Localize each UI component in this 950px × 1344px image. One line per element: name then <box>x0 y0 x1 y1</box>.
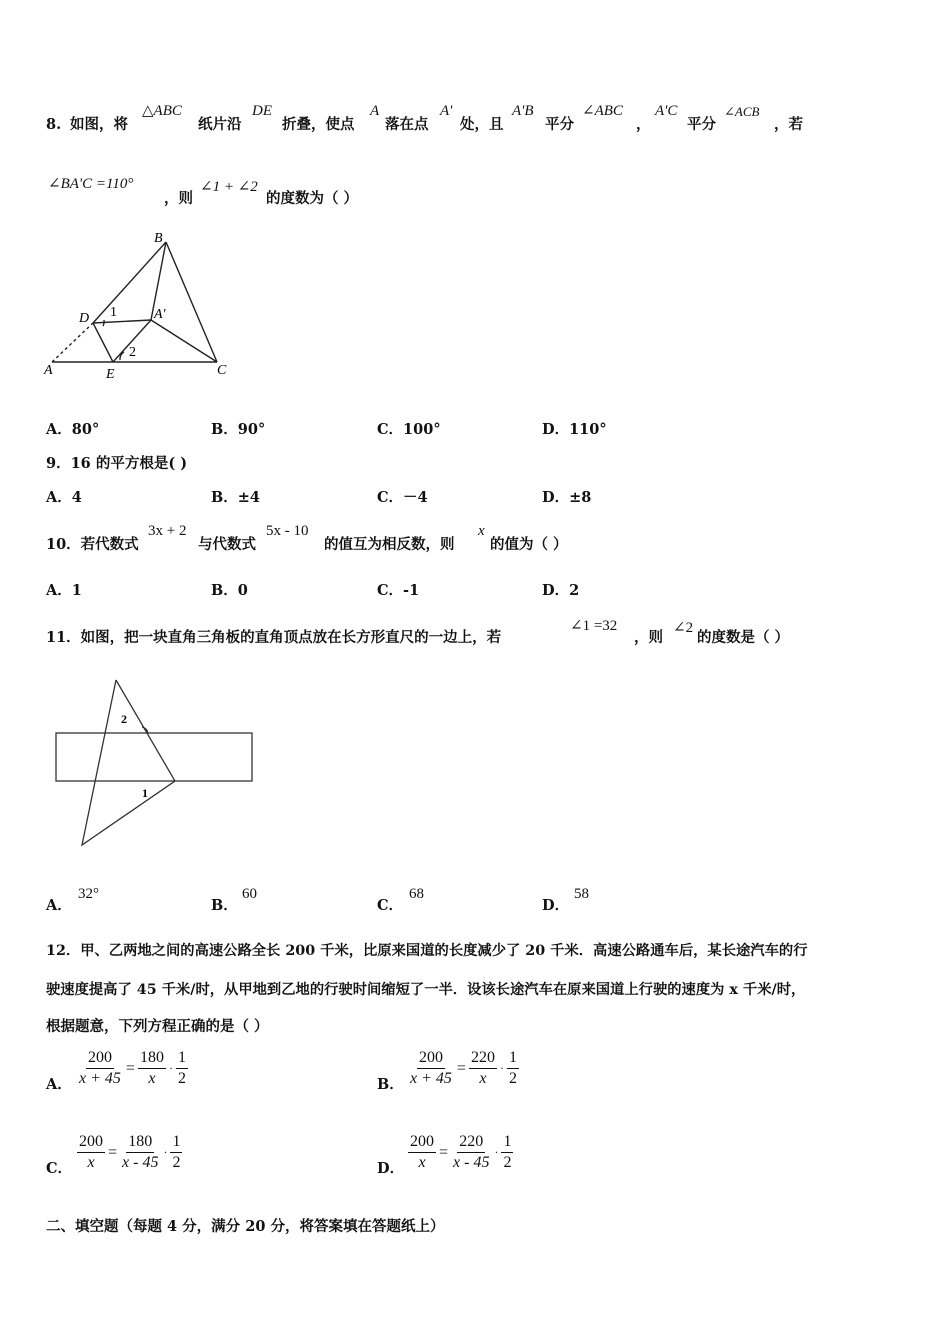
q8-option-d[interactable]: D．110° <box>542 421 607 438</box>
q8-math: ∠1 + ∠2 <box>200 179 258 195</box>
q8-given-angle: ∠BA'C =110° <box>48 176 134 192</box>
q11-figure <box>50 675 260 855</box>
q8-math: A <box>370 103 380 119</box>
q8-text: 折叠，使点 <box>282 116 355 133</box>
q9-option-d[interactable]: D．±8 <box>542 489 592 506</box>
q10-expr-2: 5x - 10 <box>266 523 309 539</box>
q8-option-c[interactable]: C．100° <box>377 421 441 438</box>
q8-text: 纸片沿 <box>198 116 242 133</box>
label-angle-1: 1 <box>110 305 117 320</box>
q10-text: 的值互为相反数，则 <box>324 536 455 553</box>
q12-option-c-equation: $\frac{200}{x}$ = $\frac{180}{x - 45}$ · 1 2 <box>79 1133 181 1171</box>
label-e: E <box>106 367 115 382</box>
label-a: A <box>44 363 53 378</box>
label-angle-1: 1 <box>142 786 148 800</box>
q11-option-b-value: 60 <box>242 886 257 902</box>
q11-option-d-value: 58 <box>574 886 589 902</box>
q8-option-a[interactable]: A．80° <box>46 421 100 438</box>
q8-text: 处，且 <box>460 116 504 133</box>
q10-option-b[interactable]: B．0 <box>211 582 248 599</box>
q8-math: DE <box>252 103 272 119</box>
q10-text: 与代数式 <box>198 536 256 553</box>
q11-angle-2: ∠2 <box>673 620 694 636</box>
q11-option-a-value: 32° <box>78 886 99 902</box>
q8-math: ∠ABC <box>582 103 623 119</box>
q8-text: 平分 <box>687 116 716 133</box>
q9-option-a[interactable]: A．4 <box>46 489 82 506</box>
q8-math: ∠ACB <box>724 104 760 119</box>
q12-line-3: 根据题意，下列方程正确的是（ ） <box>46 1018 269 1035</box>
label-b: B <box>154 231 163 246</box>
q8-text: 如图，将 <box>70 116 128 133</box>
q11-option-d-label[interactable]: D． <box>542 897 570 914</box>
label-angle-2: 2 <box>121 712 127 726</box>
q11-option-a-label[interactable]: A． <box>46 897 72 914</box>
section-2-heading: 二、填空题（每题 4 分，满分 20 分，将答案填在答题纸上） <box>46 1218 445 1235</box>
q9-stem: 9．16 的平方根是( ) <box>46 455 188 472</box>
q8-math: A' <box>440 103 453 119</box>
q8-text: 平分 <box>545 116 574 133</box>
label-angle-2: 2 <box>129 345 136 360</box>
q8-text: ， <box>636 116 651 133</box>
q10-text: 的值为（ ） <box>490 536 568 553</box>
q11-text: ，则 <box>634 629 663 646</box>
q9-option-c[interactable]: C．－4 <box>377 489 428 506</box>
q12-option-d-equation: $\frac{200}{x}$ = $\frac{220}{x - 45}$ · 1 2 <box>410 1133 512 1171</box>
q11-option-b-label[interactable]: B． <box>211 897 238 914</box>
q12-option-b-label[interactable]: B． <box>377 1076 404 1093</box>
label-c: C <box>217 363 227 378</box>
q8-text: ，则 <box>164 190 193 207</box>
q8-text: 的度数为（ ） <box>266 190 359 207</box>
q12-option-a-label[interactable]: A． <box>46 1076 72 1093</box>
q9-option-b[interactable]: B．±4 <box>211 489 261 506</box>
q12-option-b-equation: $\frac{200}{x + 45}$ = $\frac{220}{x}$ · 1 2 <box>410 1049 517 1087</box>
q8-text: 落在点 <box>385 116 429 133</box>
q8-option-b[interactable]: B．90° <box>211 421 266 438</box>
q11-text: 11．如图，把一块直角三角板的直角顶点放在长方形直尺的一边上，若 <box>46 629 502 646</box>
q12-option-c-label[interactable]: C． <box>46 1160 73 1177</box>
q8-math: A'C <box>655 103 678 119</box>
q11-angle-1: ∠1 =32 <box>570 618 618 634</box>
label-d: D <box>79 311 90 326</box>
q10-option-c[interactable]: C．-1 <box>377 582 420 599</box>
q11-option-c-label[interactable]: C． <box>377 897 404 914</box>
q8-figure <box>40 230 240 385</box>
q10-var-x: x <box>478 523 485 539</box>
q8-math: △ABC <box>142 103 182 119</box>
q12-option-a-equation: $\frac{200}{x + 45}$ = $\frac{180}{x}$ · 1 2 <box>79 1049 186 1087</box>
q10-option-d[interactable]: D．2 <box>542 582 580 599</box>
q12-option-d-label[interactable]: D． <box>377 1160 405 1177</box>
q10-expr-1: 3x + 2 <box>148 523 187 539</box>
q11-text: 的度数是（ ） <box>697 629 790 646</box>
q11-option-c-value: 68 <box>409 886 424 902</box>
q10-option-a[interactable]: A．1 <box>46 582 82 599</box>
label-a-prime: A' <box>154 307 166 322</box>
q8-number: 8. <box>46 116 62 133</box>
q8-text: ，若 <box>774 116 803 133</box>
q12-line-1: 12．甲、乙两地之间的高速公路全长 200 千米，比原来国道的长度减少了 20 千米．高速公路通车后，某长途汽车的行 <box>46 943 808 959</box>
q10-text: 10．若代数式 <box>46 536 139 553</box>
q12-line-2: 驶速度提高了 45 千米/时，从甲地到乙地的行驶时间缩短了一半．设该长途汽车在原来国道上行驶的速度为 x 千米/时， <box>46 982 806 998</box>
q8-math: A'B <box>512 103 534 119</box>
